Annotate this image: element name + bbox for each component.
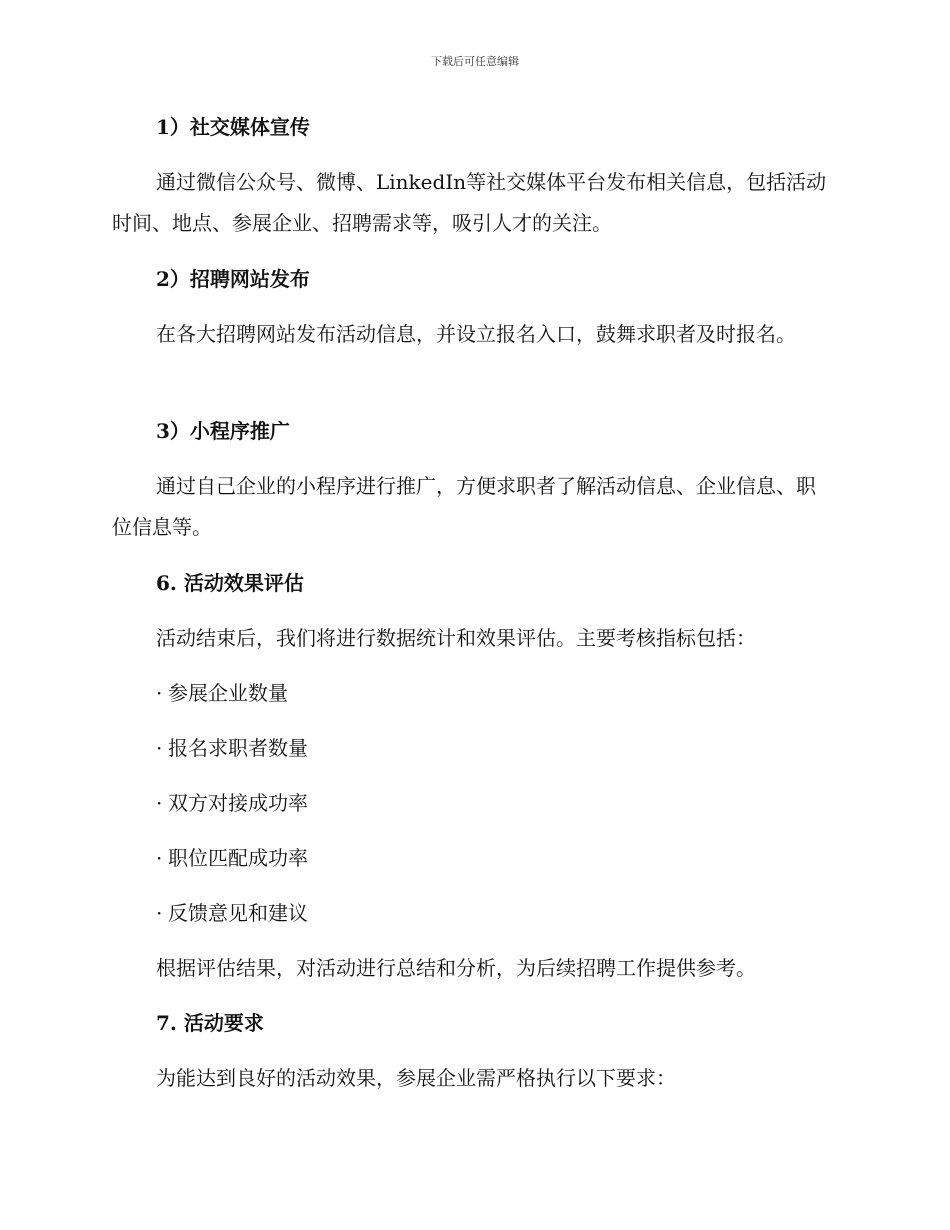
paragraph-recruitment-sites: 在各大招聘网站发布活动信息，并设立报名入口，鼓舞求职者及时报名。 <box>156 322 796 346</box>
bullet-icon: · <box>156 791 163 815</box>
list-item <box>156 734 308 762</box>
list-item-text: 职位匹配成功率 <box>168 846 308 870</box>
paragraph-evaluation-intro: 活动结束后，我们将进行数据统计和效果评估。主要考核指标包括： <box>156 626 756 650</box>
list-item-text: 参展企业数量 <box>168 681 288 705</box>
paragraph-social-media: 通过微信公众号、微博、LinkedIn等社交媒体平台发布相关信息，包括活动时间、地点、参展企业、招聘需求等，吸引人才的关注。 <box>112 170 827 235</box>
list-item <box>156 789 308 817</box>
bullet-icon: · <box>156 846 163 870</box>
paragraph-evaluation-conclusion: 根据评估结果，对活动进行总结和分析，为后续招聘工作提供参考。 <box>156 956 756 980</box>
bullet-icon: · <box>156 901 163 925</box>
list-item-text: 报名求职者数量 <box>168 736 308 760</box>
section-heading-social-media: 1）社交媒体宣传 <box>156 115 310 139</box>
list-item-text: 双方对接成功率 <box>168 791 308 815</box>
bullet-icon: · <box>156 736 163 760</box>
section-heading-requirements: 7. 活动要求 <box>156 1011 264 1035</box>
paragraph-requirements-intro: 为能达到良好的活动效果，参展企业需严格执行以下要求： <box>156 1066 676 1090</box>
paragraph-mini-program: 通过自己企业的小程序进行推广，方便求职者了解活动信息、企业信息、职位信息等。 <box>112 474 816 539</box>
section-heading-recruitment-sites: 2）招聘网站发布 <box>156 267 310 291</box>
list-item <box>156 679 288 707</box>
section-heading-mini-program: 3）小程序推广 <box>156 419 290 443</box>
page-header-note: 下载后可任意编辑 <box>431 55 519 68</box>
bullet-icon: · <box>156 681 163 705</box>
section-heading-evaluation: 6. 活动效果评估 <box>156 571 304 595</box>
list-item-text: 反馈意见和建议 <box>168 901 308 925</box>
list-item <box>156 899 308 927</box>
list-item <box>156 844 308 872</box>
